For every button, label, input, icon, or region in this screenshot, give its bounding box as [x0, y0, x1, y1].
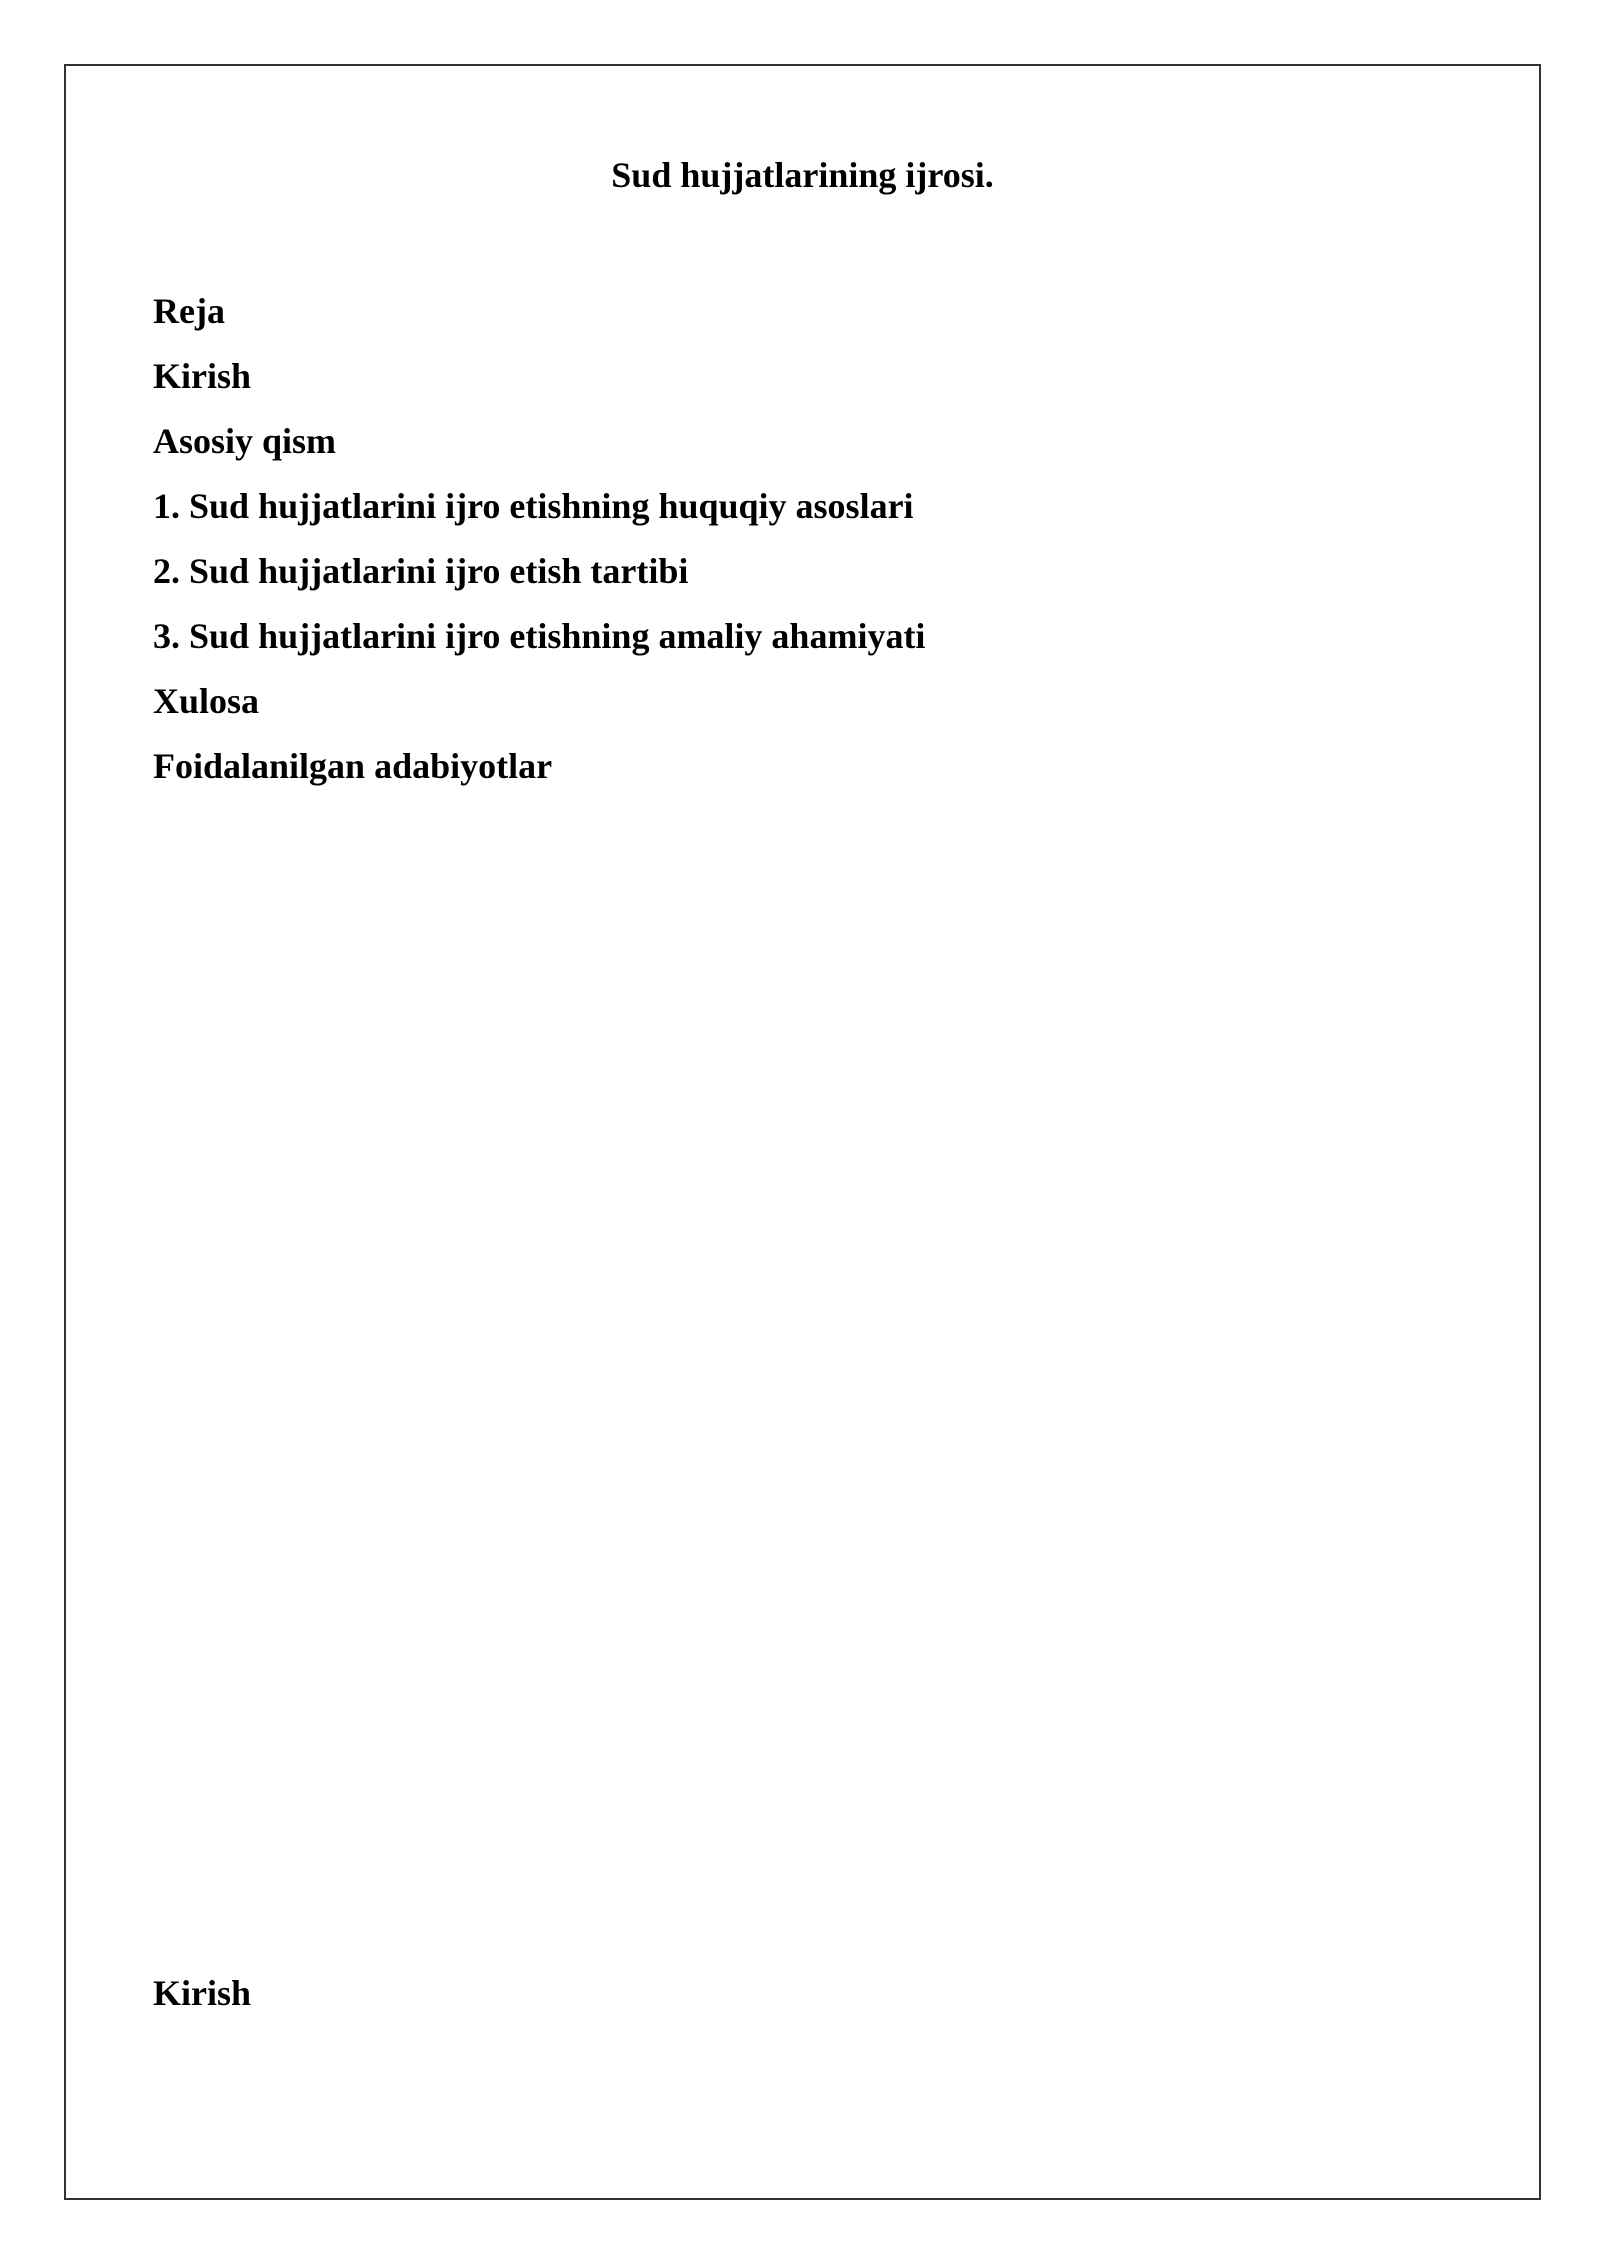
- plan-heading: Reja: [153, 291, 225, 331]
- section-heading-introduction: Kirish: [153, 1973, 252, 2013]
- plan-item-references: Foidalanilgan adabiyotlar: [153, 746, 553, 786]
- plan-item-1: 1. Sud hujjatlarini ijro etishning huquqiy asoslari: [153, 486, 914, 526]
- plan-item-3: 3. Sud hujjatlarini ijro etishning amaliy ahamiyati: [153, 616, 926, 656]
- document-title: Sud hujjatlarining ijrosi.: [611, 155, 994, 195]
- plan-item-conclusion: Xulosa: [153, 681, 260, 721]
- plan-item-introduction: Kirish: [153, 356, 252, 396]
- plan-item-2: 2. Sud hujjatlarini ijro etish tartibi: [153, 551, 689, 591]
- plan-item-main-part: Asosiy qism: [153, 421, 337, 461]
- plan-list: [153, 279, 925, 799]
